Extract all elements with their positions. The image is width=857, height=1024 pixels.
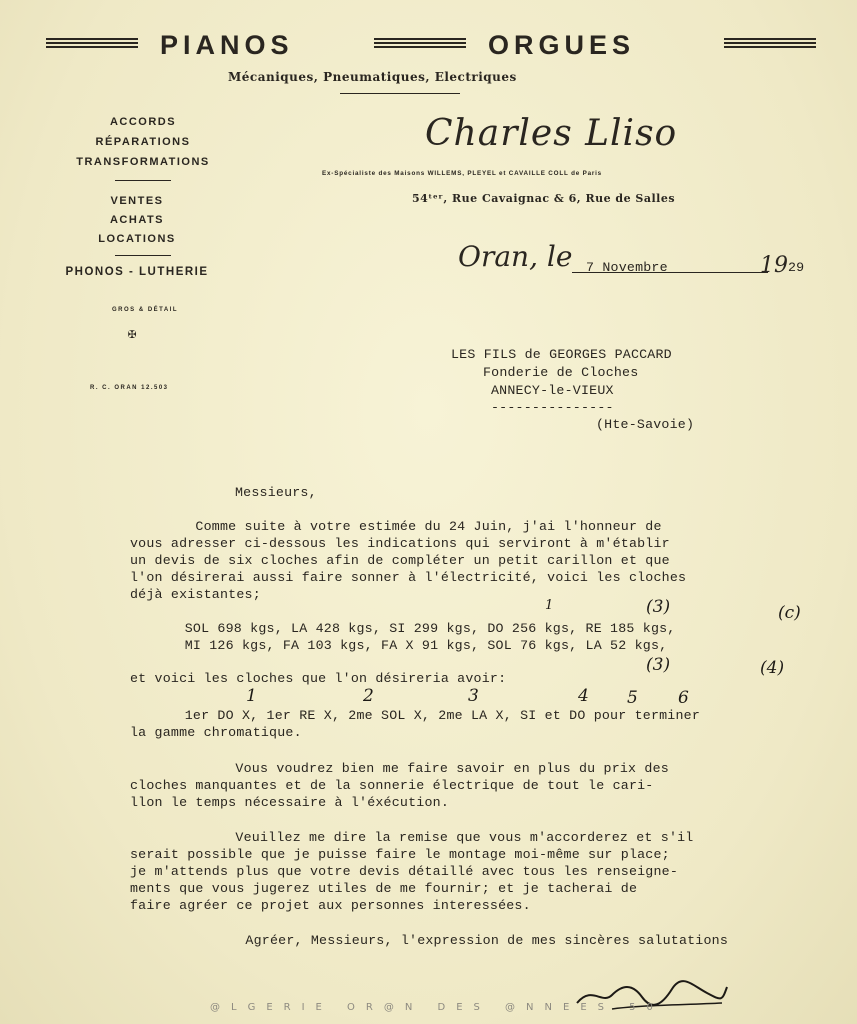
handwritten-number: 2: [363, 686, 374, 706]
closing: [180, 932, 728, 949]
paragraph-2-cont: [130, 777, 653, 811]
date-place: Oran, le: [458, 240, 573, 273]
paragraph-1-line: vous adresser ci-dessous les indications qui serviront à m'établir: [130, 536, 670, 551]
wanted-bells-list: [152, 707, 700, 724]
wanted-bells-intro: et voici les cloches que l'on désireria avoir:: [130, 671, 507, 686]
service-locations: LOCATIONS: [98, 233, 176, 245]
handwritten-annotation: (4): [760, 658, 785, 678]
paragraph-3-line: je m'attends plus que votre devis détaillé avec tous les renseigne-: [130, 864, 679, 879]
address: 54ᵗᵉʳ, Rue Cavaignac & 6, Rue de Salles: [412, 192, 676, 205]
existing-bells-line: SOL 698 kgs, LA 428 kgs, SI 299 kgs, DO 256 kgs, RE 185 kgs,: [152, 621, 676, 636]
paragraph-3-line: serait possible que je puisse faire le montage moi-même sur place;: [130, 847, 670, 862]
handwritten-number: 6: [678, 688, 689, 708]
service-achats: ACHATS: [109, 214, 164, 226]
recipient-line-4: (Hte-Savoie): [596, 417, 695, 432]
handwritten-annotation: (3): [646, 655, 671, 675]
paragraph-1-line: Comme suite à votre estimée du 24 Juin, j'ai l'honneur de: [130, 519, 662, 534]
service-ventes: VENTES: [110, 195, 164, 207]
paragraph-3-line: Veuillez me dire la remise que vous m'accorderez et s'il: [170, 830, 694, 845]
service-transformations: TRANSFORMATIONS: [76, 156, 210, 168]
services-divider-2: [115, 255, 171, 256]
existing-bells-line: MI 126 kgs, FA 103 kgs, FA X 91 kgs, SOL 76 kgs, LA 52 kgs,: [152, 638, 668, 653]
decorative-rule-left: [46, 38, 138, 52]
gros-detail: GROS & DÉTAIL: [112, 307, 179, 313]
paragraph-3: [170, 829, 693, 846]
date-year-printed: 19: [760, 253, 788, 278]
paragraph-1: [130, 518, 686, 603]
salutation: Messieurs,: [235, 485, 317, 500]
existing-bells-list: [152, 620, 675, 654]
decorative-rule-right: [724, 38, 816, 52]
tagline: Ex-Spécialiste des Maisons WILLEMS, PLEYEL et CAVAILLE COLL de Paris: [322, 170, 602, 177]
paragraph-3-line: faire agréer ce projet aux personnes interessées.: [130, 898, 531, 913]
paragraph-2-line: cloches manquantes et de la sonnerie électrique de tout le cari-: [130, 778, 654, 793]
services-block-b: [37, 192, 237, 249]
company-name: Charles Lliso: [425, 113, 678, 154]
divider: [340, 93, 460, 94]
handwritten-number: 5: [627, 688, 638, 708]
date-year-typed: 29: [788, 260, 805, 275]
handwritten-annotation: (3): [646, 597, 671, 617]
recipient-line-2: Fonderie de Cloches: [483, 365, 639, 380]
paragraph-2-line: llon le temps nécessaire à l'éxécution.: [130, 795, 449, 810]
paragraph-1-line: l'on désirerai aussi faire sonner à l'électricité, voici les cloches: [130, 570, 687, 585]
recipient-line-3: ANNECY-le-VIEUX: [491, 383, 614, 398]
closing-line: Agréer, Messieurs, l'expression de mes sincères salutations: [180, 933, 729, 948]
handwritten-number: 1: [246, 686, 257, 706]
service-accords: ACCORDS: [109, 116, 177, 128]
service-reparations: RÉPARATIONS: [95, 136, 191, 148]
paragraph-2: [170, 760, 669, 777]
phonos-lutherie: PHONOS - LUTHERIE: [65, 266, 209, 278]
title-pianos: PIANOS: [160, 30, 294, 60]
handwritten-number: 3: [468, 686, 479, 706]
paragraph-2-line: Vous voudrez bien me faire savoir en plus du prix des: [170, 761, 669, 776]
decorative-rule-center: [374, 38, 466, 52]
subtitle: Mécaniques, Pneumatiques, Electriques: [228, 70, 517, 84]
paragraph-1-line: déjà existantes;: [130, 587, 261, 602]
paragraph-1-line: un devis de six cloches afin de compléter un petit carillon et que: [130, 553, 670, 568]
date-typed: 7 Novembre: [586, 260, 668, 275]
recipient-dashes: ---------------: [491, 400, 614, 415]
paragraph-3-line: ments que vous jugerez utiles de me fournir; et je tacherai de: [130, 881, 638, 896]
title-orgues: ORGUES: [488, 30, 636, 60]
wanted-bells-line: la gamme chromatique.: [130, 725, 302, 740]
monogram-icon: ✠: [128, 327, 137, 343]
services-block-a: [43, 112, 243, 172]
handwritten-number: 4: [578, 686, 589, 706]
paragraph-3-cont: [130, 846, 678, 914]
handwritten-annotation: 1: [545, 598, 554, 613]
services-divider-1: [115, 180, 171, 181]
recipient-line-1: LES FILS de GEORGES PACCARD: [451, 347, 672, 362]
watermark: @LGERIE OR@N DES @NNEES 50: [210, 1002, 664, 1013]
handwritten-annotation: (c): [778, 603, 801, 623]
wanted-bells-line: 1er DO X, 1er RE X, 2me SOL X, 2me LA X, SI et DO pour terminer: [152, 708, 701, 723]
registry-number: R. C. ORAN 12.503: [90, 385, 169, 391]
